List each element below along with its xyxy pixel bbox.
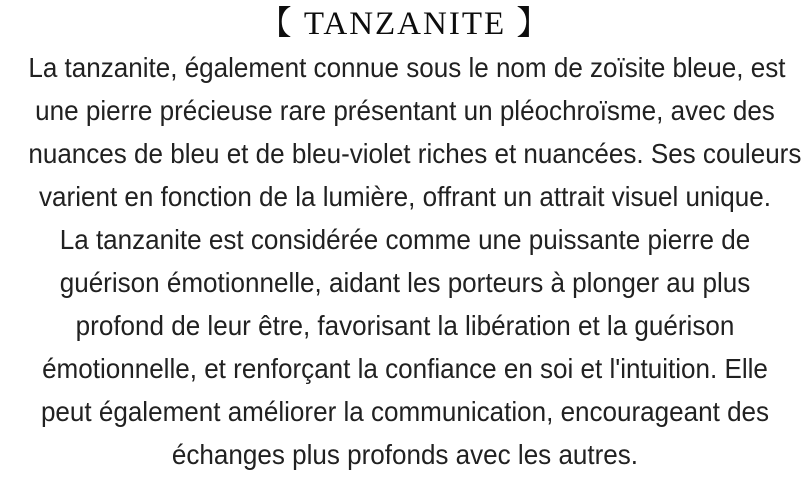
text-line: une pierre précieuse rare présentant un pléochroïsme, avec des xyxy=(35,95,775,126)
description-paragraph xyxy=(28,46,802,476)
text-line: varient en fonction de la lumière, offrant un attrait visuel unique. xyxy=(39,181,771,212)
text-line: peut également améliorer la communication, encourageant des xyxy=(40,396,770,427)
text-line: La tanzanite est considérée comme une puissante pierre de xyxy=(59,224,751,255)
text-line: émotionnelle, et renforçant la confiance en soi et l'intuition. Elle xyxy=(42,353,768,384)
text-line: profond de leur être, favorisant la libération et la guérison xyxy=(75,310,735,341)
page-title: 【 TANZANITE 】 xyxy=(258,6,552,42)
text-line: guérison émotionnelle, aidant les porteurs à plonger au plus xyxy=(59,267,751,298)
text-line: La tanzanite, également connue sous le nom de zoïsite bleue, est xyxy=(28,52,786,83)
text-line: nuances de bleu et de bleu-violet riches et nuancées. Ses couleurs xyxy=(28,138,802,169)
text-line: échanges plus profonds avec les autres. xyxy=(171,439,639,470)
